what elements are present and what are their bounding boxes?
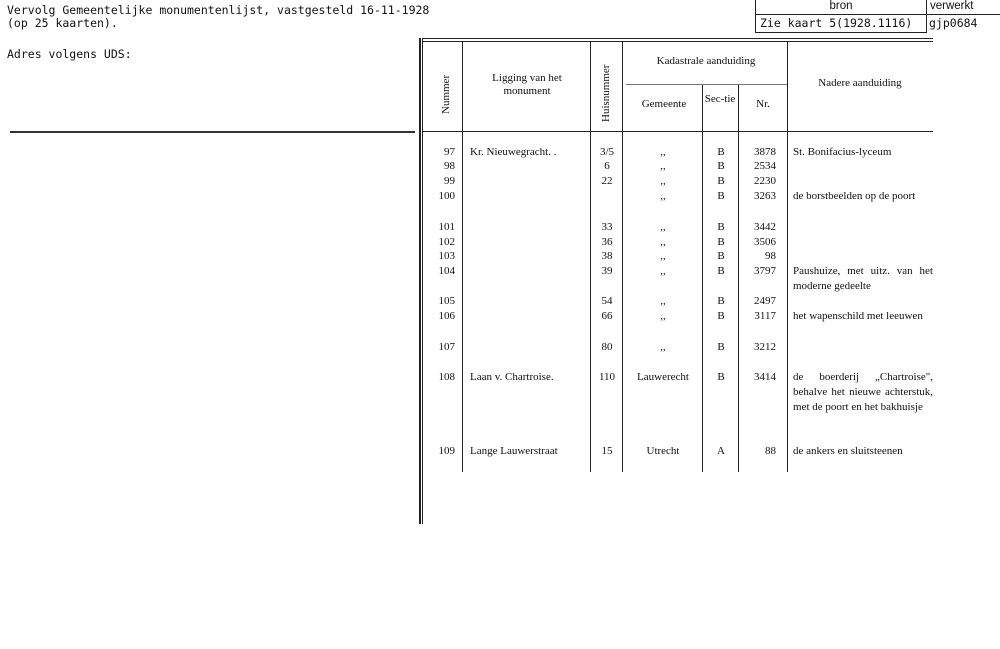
cell-nr: 3212 (754, 341, 776, 353)
header-gemeente: Gemeente (641, 98, 687, 110)
header-nadere: Nadere aanduiding (818, 77, 902, 89)
cell-sectie: A (717, 445, 725, 457)
title-line-1: Vervolg Gemeentelijke monumentenlijst, vastgesteld 16-11-1928 (7, 3, 430, 17)
cell-gemeente: ,, (660, 146, 666, 158)
cell-nadere: de ankers en sluitsteenen (793, 445, 903, 457)
col-sep (590, 41, 591, 472)
cell-nr: 88 (765, 445, 776, 457)
table-left-border-inner (422, 38, 423, 524)
cell-nadere: de boerderij „Chartroise", behalve het nieuwe achterstuk, met de poort en het bakhuisje (793, 371, 933, 413)
cell-sectie: B (717, 190, 725, 202)
col-sep (787, 41, 788, 472)
header-nr: Nr. (756, 98, 770, 110)
cell-nummer: 104 (438, 265, 455, 277)
cell-gemeente: ,, (660, 250, 666, 262)
cell-nr: 3797 (754, 265, 776, 277)
verwerkt-value: gjp0684 (929, 16, 978, 30)
cell-sectie: B (717, 221, 725, 233)
cell-huisnummer: 6 (604, 160, 610, 172)
cell-gemeente: ,, (660, 295, 666, 307)
cell-huisnummer: 110 (598, 371, 616, 383)
cell-huisnummer: 3/5 (599, 146, 615, 158)
cell-sectie: B (717, 371, 725, 383)
cell-nummer: 99 (444, 175, 455, 187)
cell-gemeente: ,, (660, 190, 666, 202)
verwerkt-header: verwerkt (927, 0, 1000, 15)
cell-nr: 3414 (754, 371, 776, 383)
cell-nr: 3442 (754, 221, 776, 233)
cell-nr: 2497 (754, 295, 776, 307)
cell-sectie: B (717, 341, 725, 353)
cell-nr: 98 (765, 250, 776, 262)
cell-huisnummer: 22 (601, 175, 613, 187)
header-ligging: Ligging van het monument (492, 72, 562, 97)
col-sep (702, 85, 703, 472)
cell-nummer: 105 (438, 295, 455, 307)
cell-nummer: 108 (438, 371, 455, 383)
cell-gemeente: ,, (660, 341, 666, 353)
cell-sectie: B (717, 265, 725, 277)
cell-ligging: Lange Lauwerstraat (470, 445, 558, 457)
cell-nr: 3506 (754, 236, 776, 248)
cell-nummer: 103 (438, 250, 455, 262)
cell-gemeente: ,, (660, 160, 666, 172)
cell-nadere: het wapenschild met leeuwen (793, 310, 923, 322)
cell-sectie: B (717, 250, 725, 262)
cell-nummer: 101 (438, 221, 455, 233)
bron-value: Zie kaart 5(1928.1116) (756, 15, 927, 33)
cell-sectie: B (717, 175, 725, 187)
bron-header: bron (756, 0, 927, 15)
header-huisnummer: Huisnummer (600, 64, 612, 122)
cell-ligging: Laan v. Chartroise. (470, 371, 554, 383)
cell-nr: 3263 (754, 190, 776, 202)
cell-nr: 3117 (754, 310, 776, 322)
header-sectie: Sec-tie (704, 93, 736, 105)
cell-gemeente: ,, (660, 310, 666, 322)
cell-sectie: B (717, 236, 725, 248)
cell-nummer: 97 (444, 146, 455, 158)
cell-gemeente: Lauwerecht (637, 371, 689, 383)
cell-huisnummer: 39 (601, 265, 613, 277)
cell-sectie: B (717, 160, 725, 172)
cell-nummer: 107 (438, 341, 455, 353)
col-sep (462, 41, 463, 472)
address-label: Adres volgens UDS: (7, 47, 132, 61)
cell-gemeente: ,, (660, 221, 666, 233)
cell-ligging: Kr. Nieuwegracht. . (470, 146, 557, 158)
cell-gemeente: ,, (660, 175, 666, 187)
cell-gemeente: ,, (660, 236, 666, 248)
cell-nr: 2534 (754, 160, 776, 172)
cell-nummer: 106 (438, 310, 455, 322)
cell-gemeente: ,, (660, 265, 666, 277)
cell-nr: 2230 (754, 175, 776, 187)
header-nummer: Nummer (440, 74, 452, 114)
cell-sectie: B (717, 295, 725, 307)
cell-nadere: de borstbeelden op de poort (793, 190, 916, 202)
header-bottom-rule (423, 131, 933, 132)
cell-nummer: 109 (438, 445, 455, 457)
cell-huisnummer: 36 (601, 236, 613, 248)
cell-gemeente: Utrecht (646, 445, 680, 457)
col-sep (622, 41, 623, 472)
table-top-border-inner (423, 41, 933, 42)
col-sep (738, 85, 739, 472)
cell-huisnummer: 66 (601, 310, 613, 322)
cell-nr: 3878 (754, 146, 776, 158)
table-top-border (423, 38, 933, 39)
table-left-border (419, 38, 421, 524)
header-kadastrale: Kadastrale aanduiding (656, 55, 756, 67)
cell-huisnummer: 54 (601, 295, 613, 307)
cell-sectie: B (717, 146, 725, 158)
cell-huisnummer: 15 (601, 445, 613, 457)
kadastrale-sub-rule (626, 84, 788, 85)
cell-nadere: St. Bonifacius-lyceum (793, 146, 892, 158)
cell-nadere: Paushuize, met uitz. van het moderne gedeelte (793, 265, 933, 292)
cell-nummer: 98 (444, 160, 455, 172)
cell-sectie: B (717, 310, 725, 322)
cell-huisnummer: 33 (601, 221, 613, 233)
cell-huisnummer: 38 (601, 250, 613, 262)
cell-huisnummer: 80 (601, 341, 613, 353)
cell-nummer: 102 (438, 236, 455, 248)
cell-nummer: 100 (438, 190, 455, 202)
title-line-2: (op 25 kaarten). (7, 15, 118, 30)
